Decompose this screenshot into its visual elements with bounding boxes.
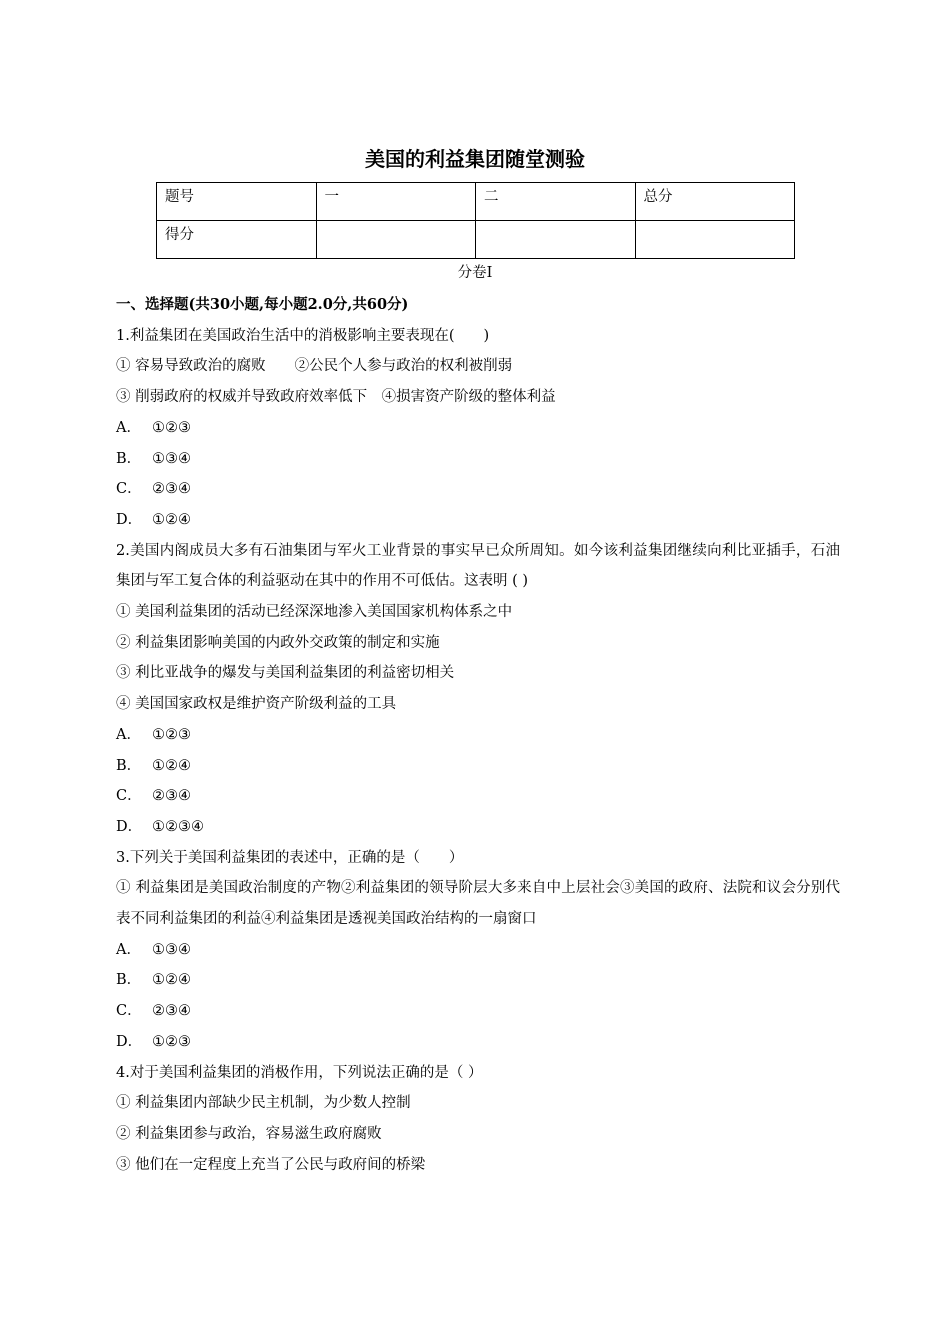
question-stem: 1.利益集团在美国政治生活中的消极影响主要表现在( ) [116,327,490,344]
score-table-cell: 一 [316,183,476,221]
option-label: D． [116,1033,143,1050]
question-3 [116,843,840,1058]
option-text: ①②③ [152,726,191,743]
question-statement: ③ 利比亚战争的爆发与美国利益集团的利益密切相关 [116,665,455,682]
page-title: 美国的利益集团随堂测验 [365,147,585,171]
option-label: C． [116,1003,142,1020]
option-text: ①②③ [152,419,191,436]
question-statement: ④ 美国国家政权是维护资产阶级利益的工具 [116,696,397,713]
answer-option [116,720,840,751]
question-stem: 3.下列关于美国利益集团的表述中，正确的是（ ） [116,849,464,866]
answer-option [116,413,840,444]
option-label: C． [116,481,142,498]
question-statement: ① 利益集团内部缺少民主机制，为少数人控制 [116,1095,411,1112]
score-table-cell [476,221,636,259]
option-label: A． [116,726,141,743]
score-table-cell: 总分 [635,183,795,221]
answer-option [116,1027,840,1058]
option-text: ①②③④ [152,818,204,835]
score-table-header-row [157,183,795,221]
score-table-cell: 得分 [157,221,317,259]
option-text: ①③④ [152,941,191,958]
question-statement: ② 利益集团影响美国的内政外交政策的制定和实施 [116,634,440,651]
question-4 [116,1058,840,1181]
option-label: A． [116,419,141,436]
question-statement: ① 容易导致政治的腐败 ②公民个人参与政治的权利被削弱 [116,358,513,375]
question-stem: 4.对于美国利益集团的消极作用，下列说法正确的是（ ） [116,1064,483,1081]
question-statement: ① 美国利益集团的活动已经深深地渗入美国国家机构体系之中 [116,604,513,621]
option-label: A． [116,941,141,958]
option-text: ①③④ [152,450,191,467]
option-label: D． [116,511,143,528]
answer-option [116,444,840,475]
question-2 [116,536,840,843]
option-text: ②③④ [152,481,191,498]
score-table-score-row [157,221,795,259]
option-text: ①②③ [152,1033,191,1050]
answer-option [116,474,840,505]
option-label: B． [116,757,142,774]
option-text: ①②④ [152,757,191,774]
question-statement: ③ 他们在一定程度上充当了公民与政府间的桥梁 [116,1156,426,1173]
question-stem: 2.美国内阁成员大多有石油集团与军火工业背景的事实早已众所周知。如今该利益集团继续向利比亚插手，石油集团与军工复合体的利益驱动在其中的作用不可低估。这表明 ( ) [116,542,840,590]
option-text: ①②④ [152,972,191,989]
option-label: B． [116,450,142,467]
option-text: ②③④ [152,1003,191,1020]
score-table-cell: 二 [476,183,636,221]
question-list [116,290,840,1180]
option-label: C． [116,788,142,805]
score-table-cell [635,221,795,259]
question-1 [116,321,840,536]
question-statement: ② 利益集团参与政治，容易滋生政府腐败 [116,1125,382,1142]
question-statement: ③ 削弱政府的权威并导致政府效率低下 ④损害资产阶级的整体利益 [116,389,556,406]
score-table [156,182,795,259]
part-heading: 一、选择题(共30小题,每小题2.0分,共60分) [116,296,409,313]
score-table-cell: 题号 [157,183,317,221]
answer-option [116,935,840,966]
question-statement: ① 利益集团是美国政治制度的产物②利益集团的领导阶层大多来自中上层社会③美国的政府、法院和议会分别代表不同利益集团的利益④利益集团是透视美国政治结构的一扇窗口 [116,880,840,928]
option-label: B． [116,972,142,989]
answer-option [116,505,840,536]
answer-option [116,812,840,843]
option-text: ②③④ [152,788,191,805]
option-label: D． [116,818,143,835]
option-text: ①②④ [152,511,191,528]
score-table-cell [316,221,476,259]
section-label: 分卷I [457,265,493,281]
answer-option [116,965,840,996]
answer-option [116,751,840,782]
answer-option [116,996,840,1027]
answer-option [116,781,840,812]
